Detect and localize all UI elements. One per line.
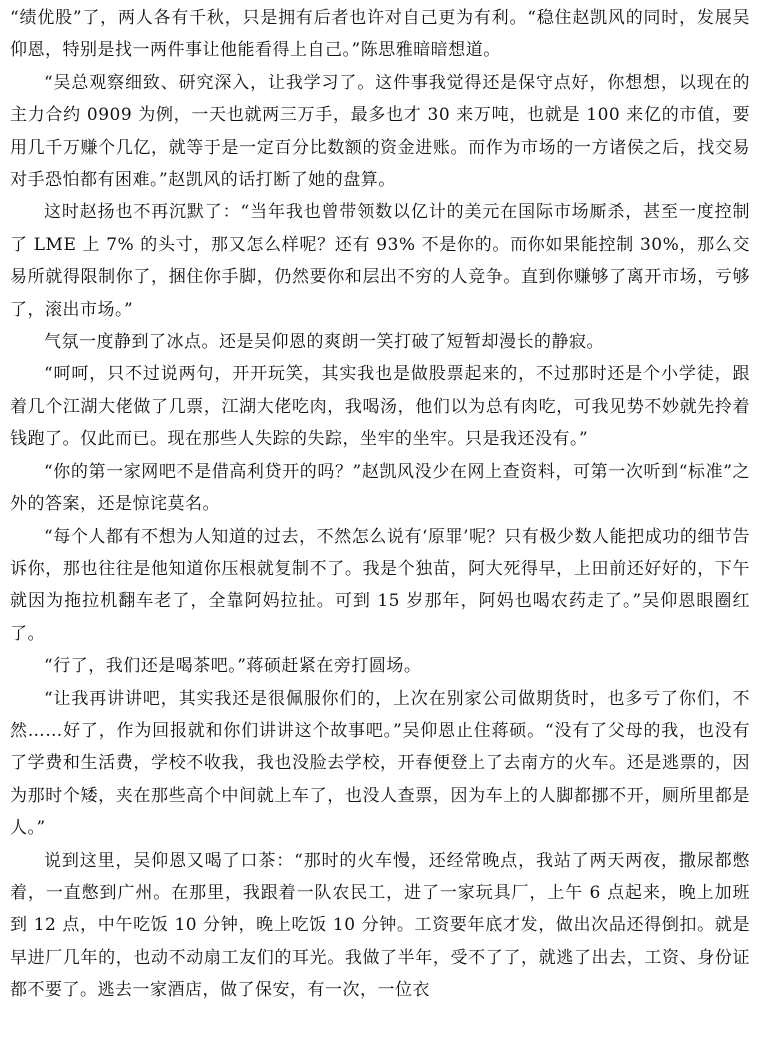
- paragraph-5: “呵呵，只不过说两句，开开玩笑，其实我也是做股票起来的，不过那时还是个小学徒，跟着几个江湖大佬做了几票，江湖大佬吃肉，我喝汤，他们以为总有肉吃，可我见势不妙就先拎着钱跑了。仅此而已。现在那些人失踪的失踪，坐牢的坐牢。只是我还没有。”: [10, 364, 750, 450]
- paragraph-6: “你的第一家网吧不是借高利贷开的吗？”赵凯风没少在网上查资料，可第一次听到“标准”之外的答案，还是惊诧莫名。: [10, 461, 750, 515]
- paragraph-9: “让我再讲讲吧，其实我还是很佩服你们的，上次在别家公司做期货时，也多亏了你们，不然……好了，作为回报就和你们讲讲这个故事吧。”吴仰恩止住蒋硕。“没有了父母的我，也没有了学费和生活费，学校不收我，我也没脸去学校，开春便登上了去南方的火车。还是逃票的，因为那时个矮，夹在那些高个中间就上车了，也没人查票，因为车上的人脚都挪不开，厕所里都是人。”: [10, 688, 750, 839]
- paragraph-10: 说到这里，吴仰恩又喝了口茶：“那时的火车慢，还经常晚点，我站了两天两夜，撒尿都憋着，一直憋到广州。在那里，我跟着一队农民工，进了一家玩具厂，上午 6 点起来，晚上加班到 12 点，中午吃饭 10 分钟，晚上吃饭 10 分钟。工资要年底才发，做出次品还得倒扣。就是早进厂几年的，也动不动扇工友们的耳光。我做了半年，受不了了，就逃了出去，工资、身份证都不要了。逃去一家酒店，做了保安，有一次，一位衣: [10, 850, 750, 1001]
- paragraph-2: “吴总观察细致、研究深入，让我学习了。这件事我觉得还是保守点好，你想想，以现在的主力合约 0909 为例，一天也就两三万手，最多也才 30 来万吨，也就是 100 来亿的市值，要用几千万赚个几亿，就等于是一定百分比数额的资金进账。而作为市场的一方诸侯之后，找交易对手恐怕都有困难。”赵凯风的话打断了她的盘算。: [10, 72, 750, 191]
- paragraph-8: “行了，我们还是喝茶吧。”蒋硕赶紧在旁打圆场。: [44, 656, 422, 677]
- paragraph-7: “每个人都有不想为人知道的过去，不然怎么说有‘原罪’呢？只有极少数人能把成功的细节告诉你，那也往往是他知道你压根就复制不了。我是个独苗，阿大死得早，上田前还好好的，下午就因为拖拉机翻车老了，全靠阿妈拉扯。可到 15 岁那年，阿妈也喝农药走了。”吴仰恩眼圈红了。: [10, 526, 750, 644]
- paragraph-4: 气氛一度静到了冰点。还是吴仰恩的爽朗一笑打破了短暂却漫长的静寂。: [44, 332, 604, 353]
- paragraph-3: 这时赵扬也不再沉默了：“当年我也曾带领数以亿计的美元在国际市场厮杀，甚至一度控制了 LME 上 7% 的头寸，那又怎么样呢？还有 93% 不是你的。而你如果能控制 30%，那么交易所就得限制你了，捆住你手脚，仍然要你和层出不穷的人竞争。直到你赚够了离开市场，亏够了，滚出市场。”: [10, 202, 750, 320]
- paragraph-1: “绩优股”了，两人各有千秋，只是拥有后者也许对自己更为有利。“稳住赵凯风的同时，发展吴仰恩，特别是找一两件事让他能看得上自己。”陈思雅暗暗想道。: [10, 8, 750, 61]
